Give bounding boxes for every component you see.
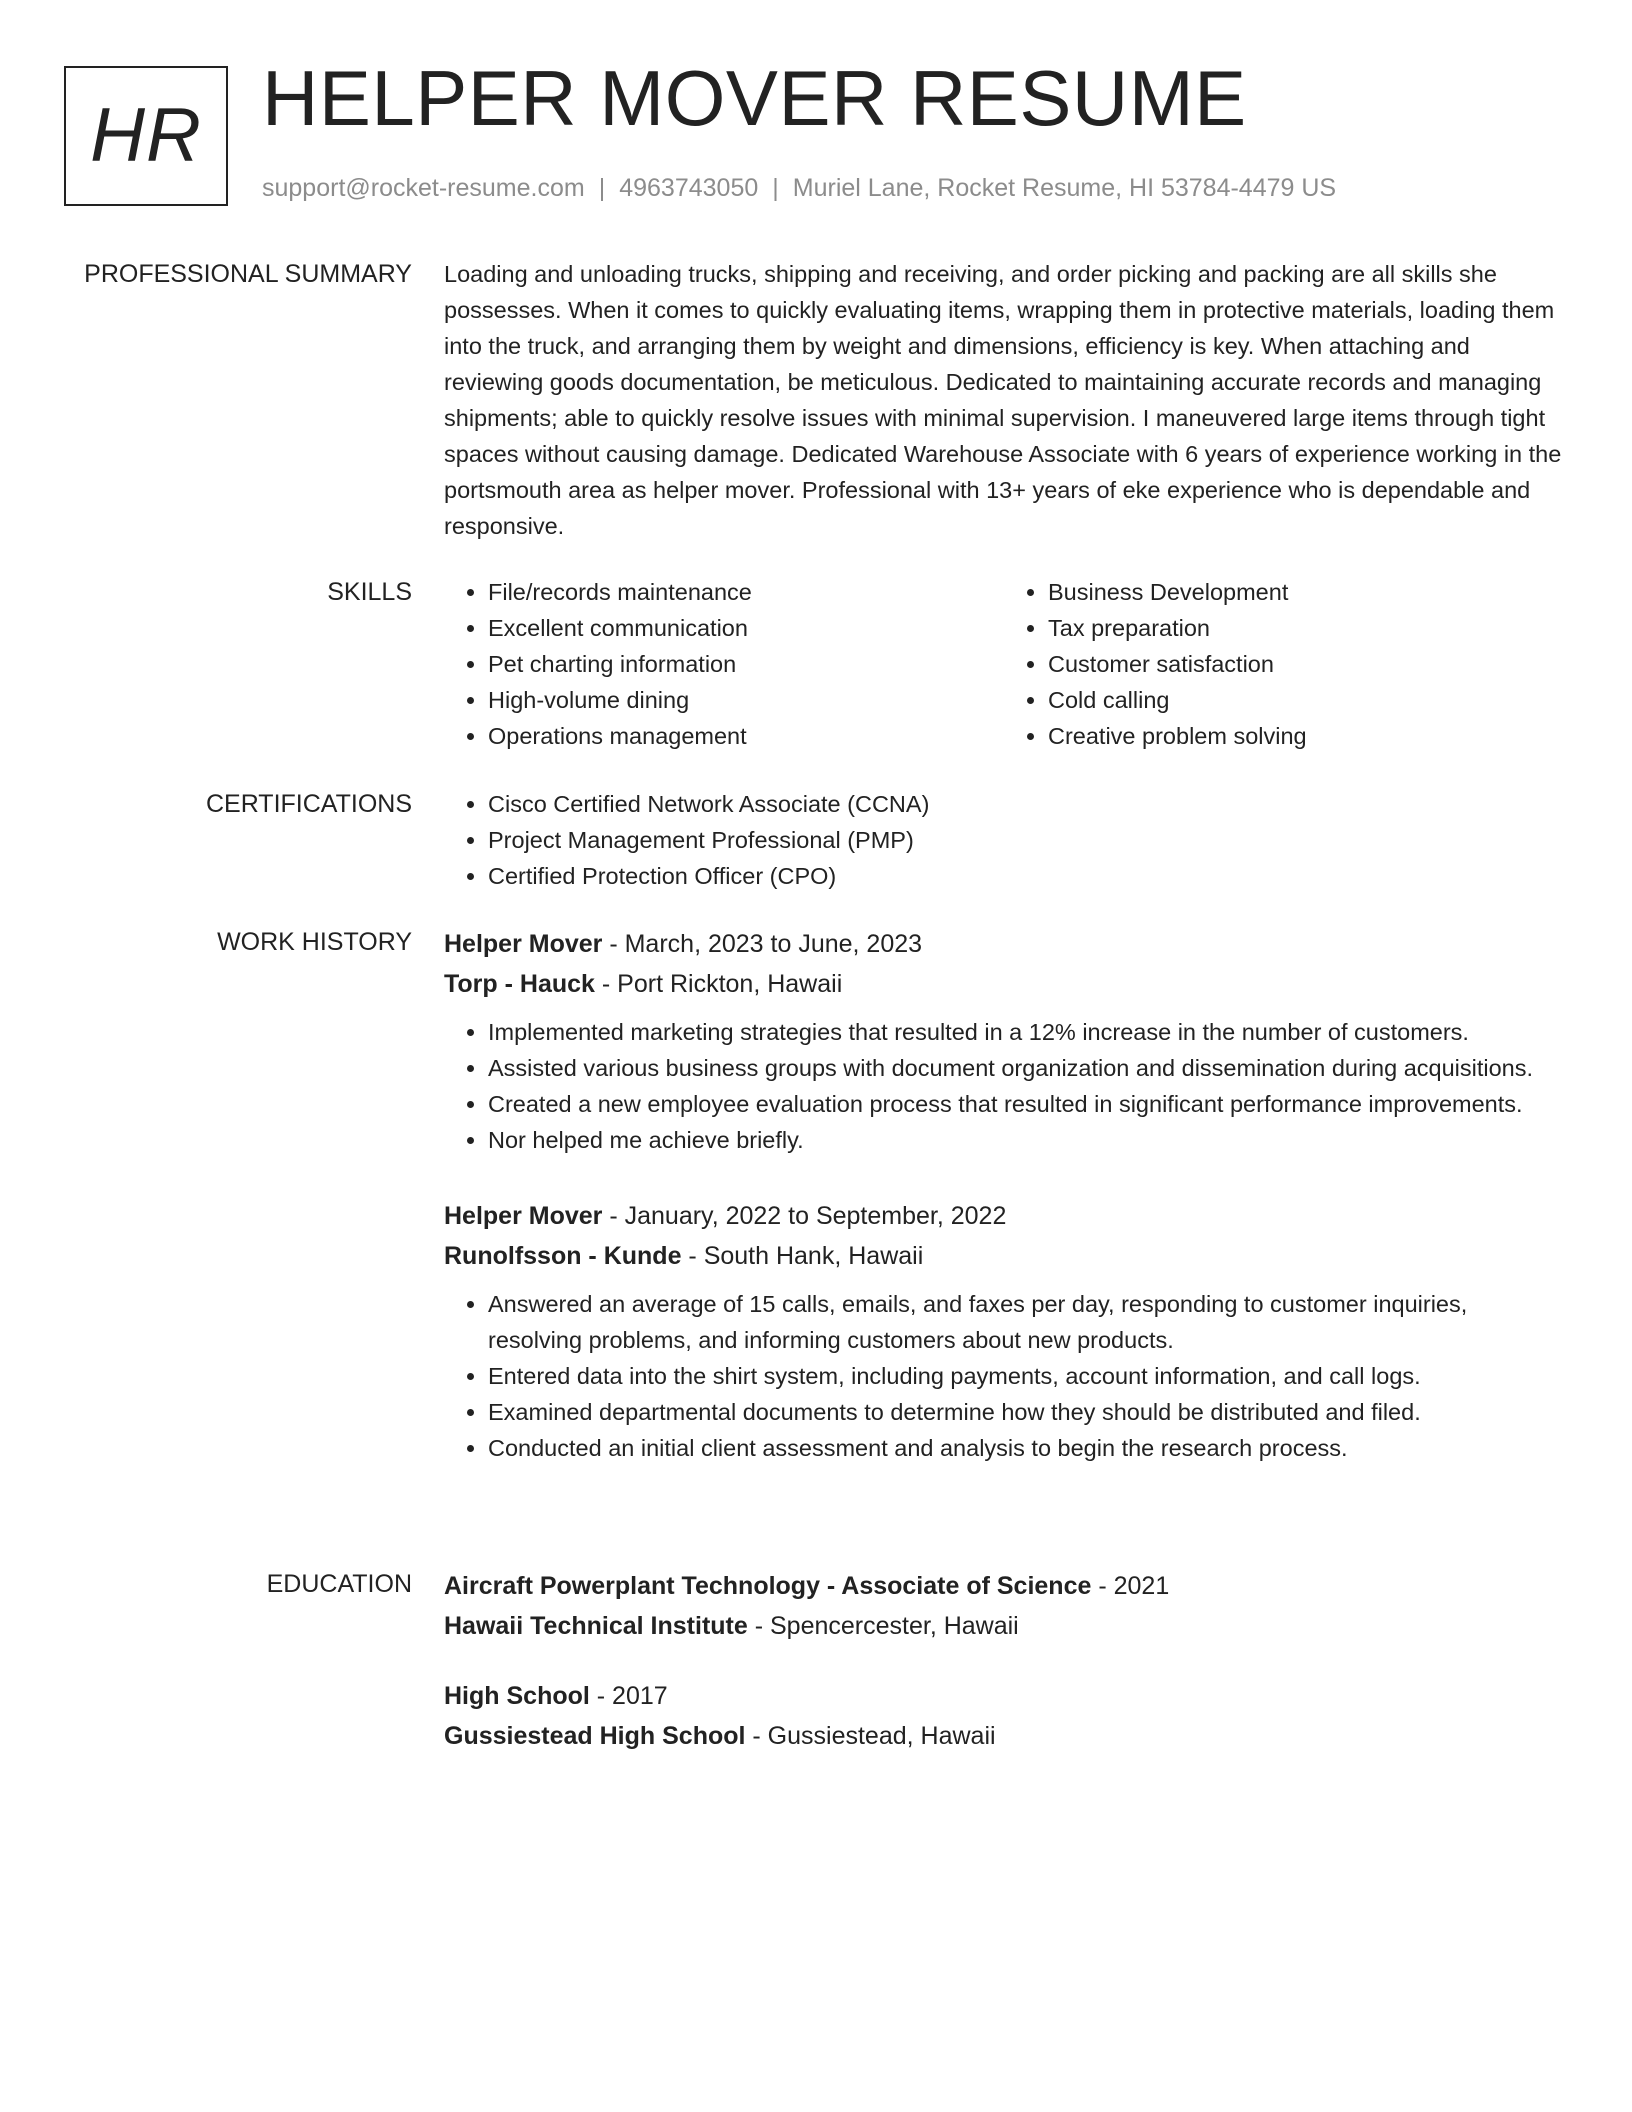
contact-separator: |: [598, 174, 606, 202]
job-duty: • Implemented marketing strategies that resulted in a 12% increase in the number of customers.: [488, 1014, 1564, 1050]
work-history-heading: WORK HISTORY: [217, 928, 412, 956]
job-title: Helper Mover: [444, 1202, 603, 1230]
skill-item: • Business Development: [1048, 574, 1564, 610]
skill-item: • Customer satisfaction: [1048, 646, 1564, 682]
certification-item: • Project Management Professional (PMP): [488, 822, 1564, 858]
job-duties-list: [444, 1286, 1564, 1466]
job-company-line: [444, 964, 1564, 1004]
skill-item: • Creative problem solving: [1048, 718, 1564, 754]
skill-item: • Excellent communication: [488, 610, 1004, 646]
job-location: - South Hank, Hawaii: [681, 1242, 924, 1270]
education-degree-line: [444, 1566, 1564, 1606]
skills-grid: [444, 574, 1564, 754]
education-degree-line: [444, 1676, 1564, 1716]
education-entry: [444, 1676, 1564, 1756]
contact-email: support@rocket-resume.com: [262, 174, 585, 202]
contact-line: [262, 174, 1336, 203]
certifications-list: [444, 786, 1564, 894]
summary-text: Loading and unloading trucks, shipping and receiving, and order picking and packing are all skills she possesses. When it comes to quickly evaluating items, wrapping them in protective materials, loading them into the truck, and arranging them by weight and dimensions, efficiency is key. When attaching and reviewing goods documentation, be meticulous. Dedicated to maintaining accurate records and managing shipments; able to quickly resolve issues with minimal supervision. I maneuvered large items through tight spaces without causing damage. Dedicated Warehouse Associate with 6 years of experience working in the portsmouth area as helper mover. Professional with 13+ years of eke experience who is dependable and responsive.: [444, 261, 1562, 539]
skill-item: • High-volume dining: [488, 682, 1004, 718]
resume-title: HELPER MOVER RESUME: [262, 54, 1247, 142]
certification-item: • Cisco Certified Network Associate (CCNA): [488, 786, 1564, 822]
certifications-heading: CERTIFICATIONS: [205, 790, 412, 818]
education-location: - Spencercester, Hawaii: [747, 1612, 1019, 1640]
job-dates: - March, 2023 to June, 2023: [602, 930, 923, 958]
job-duty: • Entered data into the shirt system, including payments, account information, and call logs.: [488, 1358, 1564, 1394]
education-school-line: [444, 1606, 1564, 1646]
education-school: Hawaii Technical Institute: [444, 1612, 748, 1640]
monogram-initials: HR: [90, 93, 202, 178]
job-company: Torp - Hauck: [444, 970, 595, 998]
job-duty: • Nor helped me achieve briefly.: [488, 1122, 1564, 1158]
job-title: Helper Mover: [444, 930, 603, 958]
skills-list-left: [444, 574, 1004, 754]
skill-item: • File/records maintenance: [488, 574, 1004, 610]
education-degree: Aircraft Powerplant Technology - Associate of Science: [444, 1572, 1092, 1600]
contact-separator: |: [772, 174, 779, 202]
job-title-line: [444, 924, 1564, 964]
skill-item: • Tax preparation: [1048, 610, 1564, 646]
education-year: - 2017: [589, 1682, 668, 1710]
education-school-line: [444, 1716, 1564, 1756]
job-entry: [444, 924, 1564, 1158]
contact-address: Muriel Lane, Rocket Resume, HI 53784-4479 US: [792, 174, 1337, 202]
job-dates: - January, 2022 to September, 2022: [602, 1202, 1007, 1230]
job-entry: [444, 1196, 1564, 1466]
skill-item: • Cold calling: [1048, 682, 1564, 718]
education-school: Gussiestead High School: [444, 1722, 746, 1750]
education-location: - Gussiestead, Hawaii: [745, 1722, 996, 1750]
job-duty: • Assisted various business groups with document organization and dissemination during acquisitions.: [488, 1050, 1564, 1086]
job-duty: • Conducted an initial client assessment and analysis to begin the research process.: [488, 1430, 1564, 1466]
education-year: - 2021: [1091, 1572, 1170, 1600]
job-duties-list: [444, 1014, 1564, 1158]
summary-heading: PROFESSIONAL SUMMARY: [84, 260, 412, 288]
contact-phone: 4963743050: [619, 174, 759, 202]
job-company: Runolfsson - Kunde: [444, 1242, 682, 1270]
education-entry: [444, 1566, 1564, 1646]
education-heading: EDUCATION: [266, 1570, 412, 1598]
job-duty: • Answered an average of 15 calls, emails, and faxes per day, responding to customer inquiries, resolving problems, and informing customers about new products.: [488, 1286, 1564, 1358]
job-location: - Port Rickton, Hawaii: [594, 970, 843, 998]
skills-list-right: [1004, 574, 1564, 754]
skill-item: • Operations management: [488, 718, 1004, 754]
job-title-line: [444, 1196, 1564, 1236]
certification-item: • Certified Protection Officer (CPO): [488, 858, 1564, 894]
skills-heading: SKILLS: [327, 578, 412, 606]
skill-item: • Pet charting information: [488, 646, 1004, 682]
education-degree: High School: [444, 1682, 590, 1710]
monogram-box: [64, 66, 228, 206]
job-company-line: [444, 1236, 1564, 1276]
job-duty: • Examined departmental documents to determine how they should be distributed and filed.: [488, 1394, 1564, 1430]
job-duty: • Created a new employee evaluation process that resulted in significant performance improvements.: [488, 1086, 1564, 1122]
